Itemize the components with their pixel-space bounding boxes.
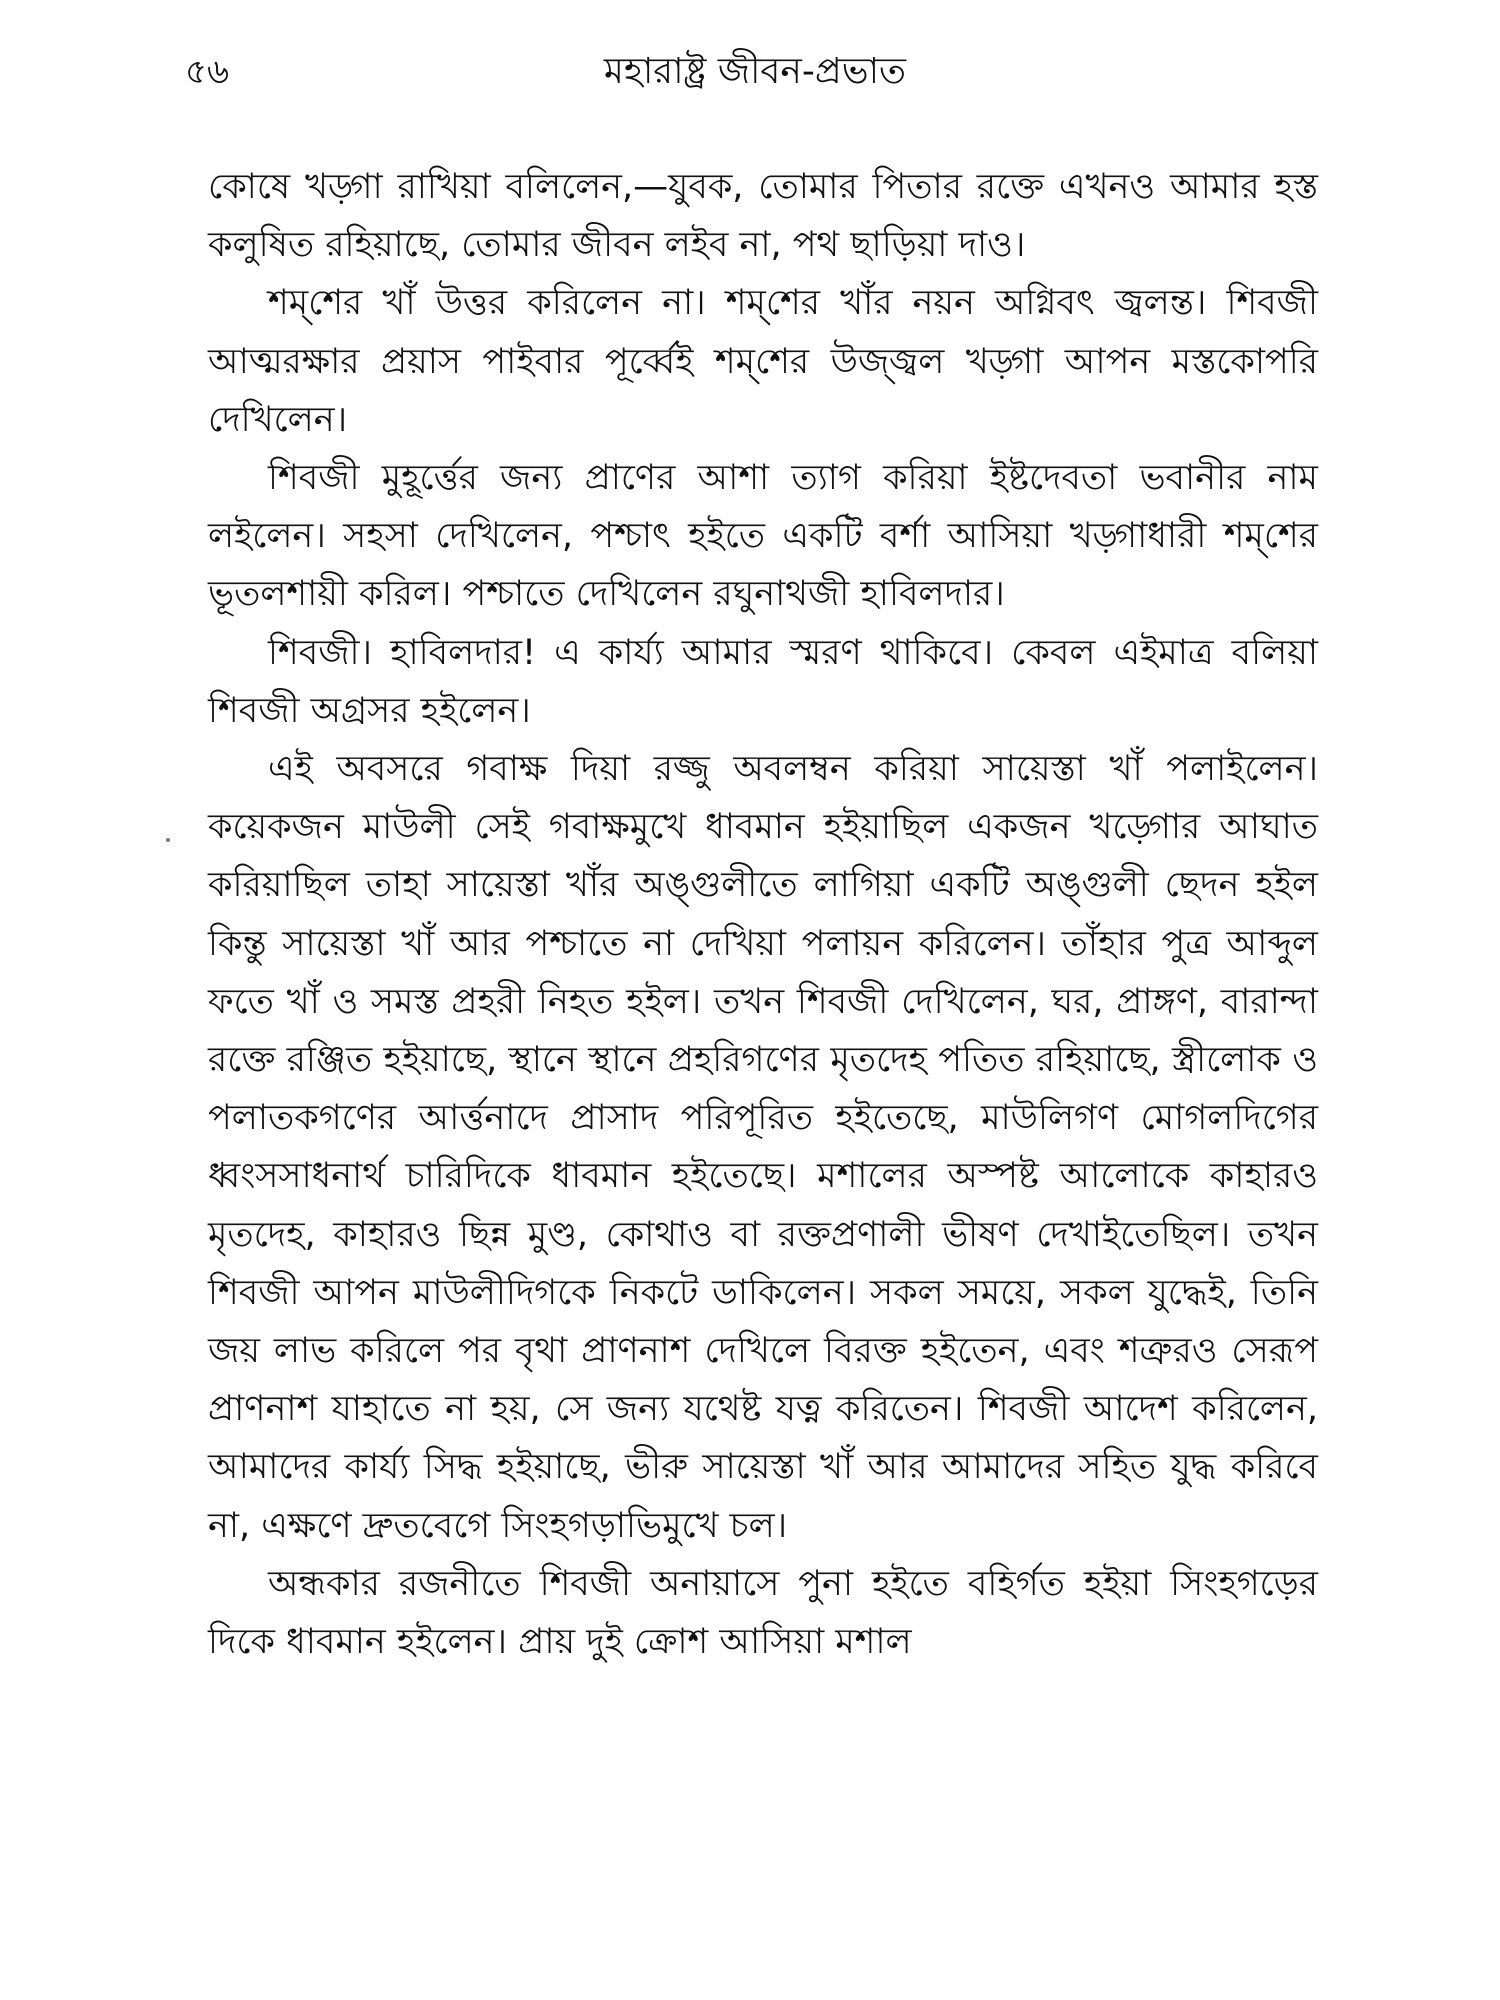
margin-speck bbox=[166, 838, 170, 842]
body-text bbox=[208, 158, 1318, 1671]
paragraph-4: শিবজী। হাবিলদার! এ কার্য্য আমার স্মরণ থাকিবে। কেবল এইমাত্র বলিয়া শিবজী অগ্রসর হইলেন। bbox=[208, 632, 1318, 731]
paragraph-2: শম্‌শের খাঁ উত্তর করিলেন না। শম্‌শের খাঁর নয়ন অগ্নিবৎ জ্বলন্ত। শিবজী আত্মরক্ষার প্রয়াস পাইবার পূর্ব্বেই শম্‌শের উজ্জ্বল খড়্গা আপন মস্তকোপরি দেখিলেন। bbox=[208, 283, 1318, 440]
page-number: ৫৬ bbox=[185, 52, 230, 92]
paragraph-5: এই অবসরে গবাক্ষ দিয়া রজ্জু অবলম্বন করিয়া সায়েস্তা খাঁ পলাইলেন। কয়েকজন মাউলী সেই গবাক্ষমুখে ধাবমান হইয়াছিল একজন খড়্গোর আঘাত করিয়াছিল তাহা সায়েস্তা খাঁর অঙ্গুলীতে লাগিয়া একটি অঙ্গুলী ছেদন হইল কিন্তু সায়েস্তা খাঁ আর পশ্চাতে না দেখিয়া পলায়ন করিলেন। তাঁহার পুত্র আব্দুল ফতে খাঁ ও সমস্ত প্রহরী নিহত হইল। তখন শিবজী দেখিলেন, ঘর, প্রাঙ্গণ, বারান্দা রক্তে রঞ্জিত হইয়াছে, স্থানে স্থানে প্রহরিগণের মৃতদেহ পতিত রহিয়াছে, স্ত্রীলোক ও পলাতকগণের আর্ত্তনাদে প্রাসাদ পরিপূরিত হইতেছে, মাউলিগণ মোগলদিগের ধ্বংসসাধনার্থ চারিদিকে ধাবমান হইতেছে। মশালের অস্পষ্ট আলোকে কাহারও মৃতদেহ, কাহারও ছিন্ন মুণ্ড, কোথাও বা রক্তপ্রণালী ভীষণ দেখাইতেছিল। তখন শিবজী আপন মাউলীদিগকে নিকটে ডাকিলেন। সকল সময়ে, সকল যুদ্ধেই, তিনি জয় লাভ করিলে পর বৃথা প্রাণনাশ দেখিলে বিরক্ত হইতেন, এবং শত্রুরও সেরূপ প্রাণনাশ যাহাতে না হয়, সে জন্য যথেষ্ট যত্ন করিতেন। শিবজী আদেশ করিলেন, আমাদের কার্য্য সিদ্ধ হইয়াছে, ভীরু সায়েস্তা খাঁ আর আমাদের সহিত যুদ্ধ করিবে না, এক্ষণে দ্রুতবেগে সিংহগড়াভিমুখে চল। bbox=[208, 749, 1318, 1546]
paragraph-1: কোষে খড়্গা রাখিয়া বলিলেন,—যুবক, তোমার পিতার রক্তে এখনও আমার হস্ত কলুষিত রহিয়াছে, তোমার জীবন লইব না, পথ ছাড়িয়া দাও। bbox=[208, 167, 1318, 266]
paragraph-3: শিবজী মুহূর্ত্তের জন্য প্রাণের আশা ত্যাগ করিয়া ইষ্টদেবতা ভবানীর নাম লইলেন। সহসা দেখিলেন, পশ্চাৎ হইতে একটি বর্শা আসিয়া খড়্গাধারী শম্‌শের ভূতলশায়ী করিল। পশ্চাতে দেখিলেন রঘুনাথজী হাবিলদার। bbox=[208, 458, 1318, 615]
running-title: মহারাষ্ট্র জীবন-প্রভাত bbox=[603, 51, 907, 92]
page-header bbox=[185, 42, 1325, 102]
paragraph-6: অন্ধকার রজনীতে শিবজী অনায়াসে পুনা হইতে বহির্গত হইয়া সিংহগড়ের দিকে ধাবমান হইলেন। প্রায় দুই ক্রোশ আসিয়া মশাল bbox=[208, 1563, 1318, 1663]
